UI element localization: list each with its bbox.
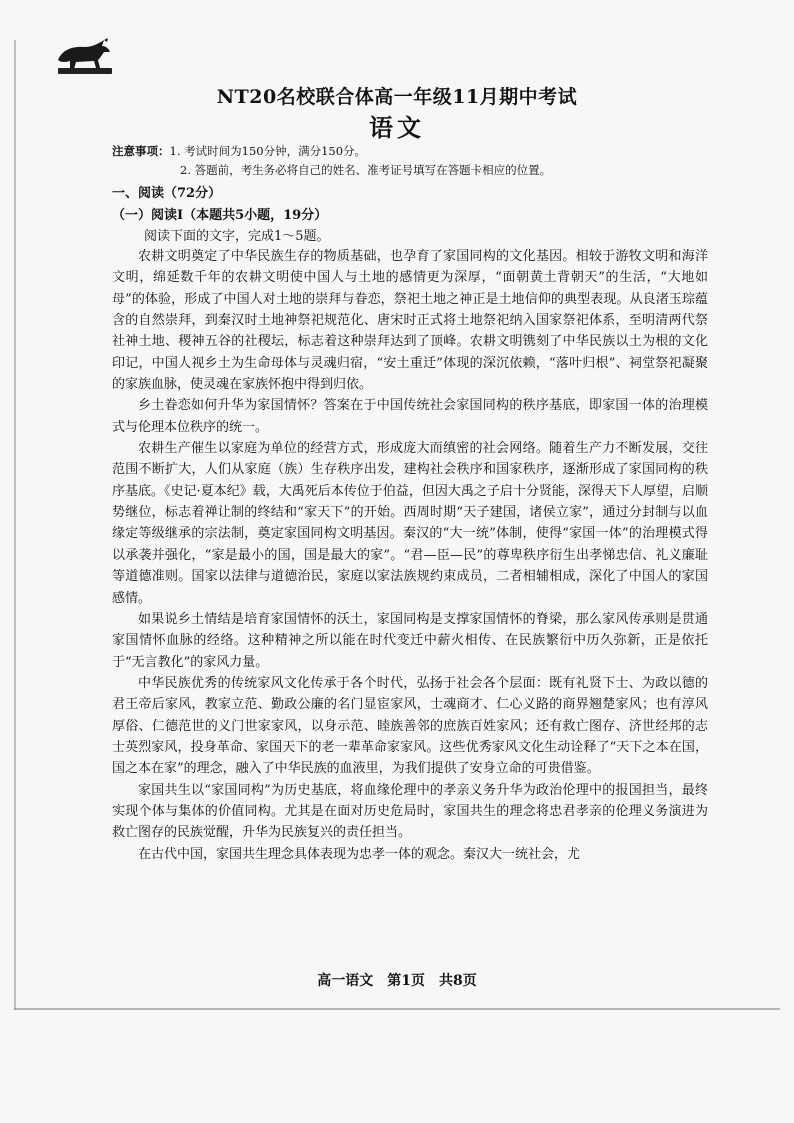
bull-logo-icon — [54, 38, 112, 72]
passage-paragraph: 在古代中国，家国共生理念具体表现为忠孝一体的观念。秦汉大一统社会，尤 — [138, 846, 581, 862]
reading-passage — [112, 246, 708, 865]
reading-instruction: 阅读下面的文字，完成1～5题。 — [144, 229, 330, 244]
scan-edge-left — [14, 40, 16, 1010]
exam-title: NT20名校联合体高一年级11月期中考试 — [216, 86, 578, 108]
scan-edge-bottom — [14, 1008, 780, 1010]
notice-item-1: 1. 考试时间为150分钟，满分150分。 — [169, 144, 367, 158]
logo-caption — [58, 68, 112, 74]
page-footer: 高一语文 第1页 共8页 — [317, 973, 477, 989]
passage-paragraph: 农耕生产催生以家庭为单位的经营方式，形成庞大而缜密的社会网络。随着生产力不断发展，交往范围不断扩大，人们从家庭（族）生存秩序出发，建构社会秩序和国家秩序，逐渐形成了家国同构的秩序基底。《史记·夏本纪》载，大禹死后本传位于伯益，但因大禹之子启十分贤能，深得天下人厚望，启顺势继位，标志着禅让制的终结和“家天下”的开始。西周时期“天子建国，诸侯立家”，通过分封制与以血缘定等级继承的宗法制，奠定家国同构文明基因。秦汉的“大一统”体制，使得“家国一体”的治理模式得以承袭并强化，“家是最小的国，国是最大的家”。“君—臣—民”的尊卑秩序衍生出孝悌忠信、礼义廉耻等道德准则。国家以法律与道德治民，家庭以家法族规约束成员，二者相辅相成，深化了中国人的家国感情。 — [112, 441, 708, 606]
notice-item-2: 2. 答题前，考生务必将自己的姓名、准考证号填写在答题卡相应的位置。 — [180, 163, 552, 177]
passage-paragraph: 家国共生以“家国同构”为历史基底，将血缘伦理中的孝亲义务升华为政治伦理中的报国担当，最终实现个体与集体的价值同构。尤其是在面对历史危局时，家国共生的理念将忠君孝亲的伦理义务演进为救亡图存的民族觉醒，升华为民族复兴的责任担当。 — [112, 782, 708, 841]
passage-paragraph: 如果说乡土情结是培育家国情怀的沃土，家国同构是支撑家国情怀的脊梁，那么家风传承则是贯通家国情怀血脉的经络。这种精神之所以能在时代变迁中薪火相传、在民族繁衍中历久弥新，正是依托于“无言教化”的家风力量。 — [112, 611, 708, 670]
notice-line-1 — [112, 141, 366, 161]
passage-paragraph: 乡土眷恋如何升华为家国情怀？答案在于中国传统社会家国同构的秩序基底，即家国一体的治理模式与伦理本位秩序的统一。 — [112, 398, 708, 435]
subject-title: 语文 — [369, 113, 425, 142]
subsection-heading: （一）阅读Ⅰ（本题共5小题，19分） — [112, 208, 328, 223]
section-heading: 一、阅读（72分） — [112, 186, 222, 201]
notice-label: 注意事项： — [112, 144, 170, 158]
passage-paragraph: 农耕文明奠定了中华民族生存的物质基础，也孕育了家国同构的文化基因。相较于游牧文明和海洋文明，绵延数千年的农耕文明使中国人与土地的感情更为深厚，“面朝黄土背朝天”的生活，“大地如母”的体验，形成了中国人对土地的崇拜与眷恋，祭祀土地之神正是土地信仰的典型表现。从良渚玉琮蕴含的自然崇拜，到秦汉时土地神祭祀规范化、唐宋时正式将土地祭祀纳入国家祭祀体系，至明清两代祭社神土地、稷神五谷的社稷坛，标志着这种崇拜达到了顶峰。农耕文明镌刻了中华民族以土为根的文化印记，中国人视乡土为生命母体与灵魂归宿，“安土重迁”体现的深沉依赖，“落叶归根”、祠堂祭祀凝聚的家族血脉，使灵魂在家族怀抱中得到归依。 — [112, 249, 708, 393]
passage-paragraph: 中华民族优秀的传统家风文化传承于各个时代，弘扬于社会各个层面：既有礼贤下士、为政以德的君王帝后家风，教家立范、勤政公廉的名门显宦家风，士魂商才、仁心义路的商界翘楚家风；也有淳风厚俗、仁德范世的义门世家家风，以身示范、睦族善邻的庶族百姓家风；还有救亡图存、济世经邦的志士英烈家风，投身革命、家国天下的老一辈革命家家风。这些优秀家风文化生动诠释了“天下之本在国，国之本在家”的理念，融入了中华民族的血液里，为我们提供了安身立命的可贵借鉴。 — [112, 675, 708, 777]
